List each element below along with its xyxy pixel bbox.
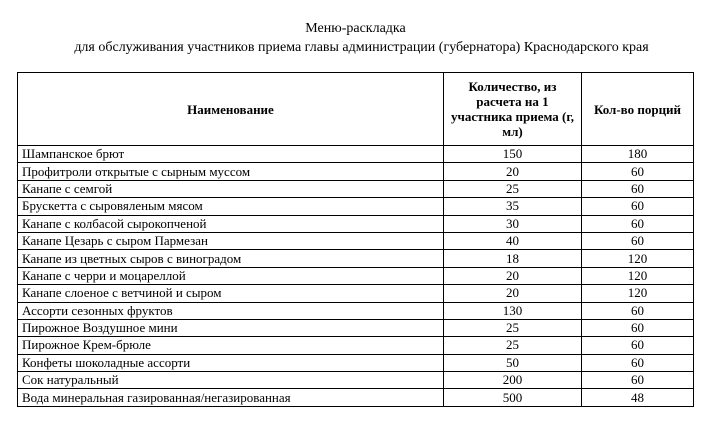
table-header-row — [18, 73, 694, 146]
row-portions: 60 — [582, 180, 694, 197]
row-quantity: 20 — [444, 285, 582, 302]
row-name-text: Ассорти сезонных фруктов — [22, 302, 173, 318]
row-name-text: Пирожное Воздушное мини — [22, 320, 178, 336]
row-portions: 60 — [582, 215, 694, 232]
row-name — [18, 354, 444, 371]
row-name — [18, 337, 444, 354]
table-row — [18, 354, 694, 371]
row-portions: 120 — [582, 250, 694, 267]
row-name — [18, 372, 444, 389]
row-name — [18, 267, 444, 284]
row-name — [18, 163, 444, 180]
table-row — [18, 232, 694, 249]
row-portions: 60 — [582, 372, 694, 389]
table-row — [18, 267, 694, 284]
row-name-text: Канапе с черри и моцареллой — [22, 267, 186, 283]
row-name-text: Канапе с семгой — [22, 180, 113, 196]
header-portions: Кол-во порций — [582, 73, 694, 146]
row-portions: 60 — [582, 354, 694, 371]
header-quantity: Количество, из расчета на 1 участника приема (г, мл) — [444, 73, 582, 146]
row-portions: 48 — [582, 389, 694, 406]
row-name-text: Брускетта с сыровяленым мясом — [22, 198, 203, 214]
row-name-text: Сок натуральный — [22, 372, 119, 388]
row-name — [18, 232, 444, 249]
row-name — [18, 285, 444, 302]
row-quantity: 25 — [444, 337, 582, 354]
row-name — [18, 180, 444, 197]
row-quantity: 25 — [444, 319, 582, 336]
row-quantity: 25 — [444, 180, 582, 197]
row-name — [18, 250, 444, 267]
row-name-text: Профитроли открытые с сырным муссом — [22, 163, 251, 179]
table-row — [18, 319, 694, 336]
row-portions: 60 — [582, 232, 694, 249]
table-row — [18, 163, 694, 180]
row-name-text: Канапе из цветных сыров с виноградом — [22, 250, 242, 266]
row-portions: 120 — [582, 285, 694, 302]
row-portions: 120 — [582, 267, 694, 284]
header-name: Наименование — [18, 73, 444, 146]
row-name-text: Пирожное Крем-брюле — [22, 337, 151, 353]
table-row — [18, 250, 694, 267]
row-portions: 60 — [582, 198, 694, 215]
row-name-text: Шампанское брют — [22, 146, 125, 162]
menu-table — [17, 72, 694, 407]
row-quantity: 200 — [444, 372, 582, 389]
table-row — [18, 372, 694, 389]
row-quantity: 18 — [444, 250, 582, 267]
table-row — [18, 146, 694, 163]
row-quantity: 150 — [444, 146, 582, 163]
row-portions: 60 — [582, 302, 694, 319]
table-row — [18, 285, 694, 302]
table-row — [18, 180, 694, 197]
row-name — [18, 215, 444, 232]
table-row — [18, 337, 694, 354]
row-name — [18, 302, 444, 319]
row-quantity: 30 — [444, 215, 582, 232]
row-portions: 60 — [582, 337, 694, 354]
row-portions: 60 — [582, 319, 694, 336]
row-portions: 180 — [582, 146, 694, 163]
row-quantity: 20 — [444, 267, 582, 284]
row-portions: 60 — [582, 163, 694, 180]
row-name-text: Вода минеральная газированная/негазированная — [22, 389, 291, 405]
row-quantity: 130 — [444, 302, 582, 319]
row-name — [18, 146, 444, 163]
document-subtitle-text: для обслуживания участников приема главы администрации (губернатора) Краснодарского края — [74, 40, 649, 55]
table-row — [18, 302, 694, 319]
row-quantity: 50 — [444, 354, 582, 371]
table-row — [18, 215, 694, 232]
document-subtitle — [0, 40, 711, 56]
row-quantity: 40 — [444, 232, 582, 249]
row-name — [18, 198, 444, 215]
row-quantity: 500 — [444, 389, 582, 406]
row-name-text: Канапе слоеное с ветчиной и сыром — [22, 285, 222, 301]
table-row — [18, 389, 694, 406]
row-name-text: Канапе с колбасой сырокопченой — [22, 215, 207, 231]
row-name-text: Канапе Цезарь с сыром Пармезан — [22, 233, 208, 249]
row-name-text: Конфеты шоколадные ассорти — [22, 354, 191, 370]
table-row — [18, 198, 694, 215]
row-name — [18, 389, 444, 406]
row-name — [18, 319, 444, 336]
row-quantity: 20 — [444, 163, 582, 180]
document-title: Меню-раскладка — [305, 21, 406, 36]
row-quantity: 35 — [444, 198, 582, 215]
